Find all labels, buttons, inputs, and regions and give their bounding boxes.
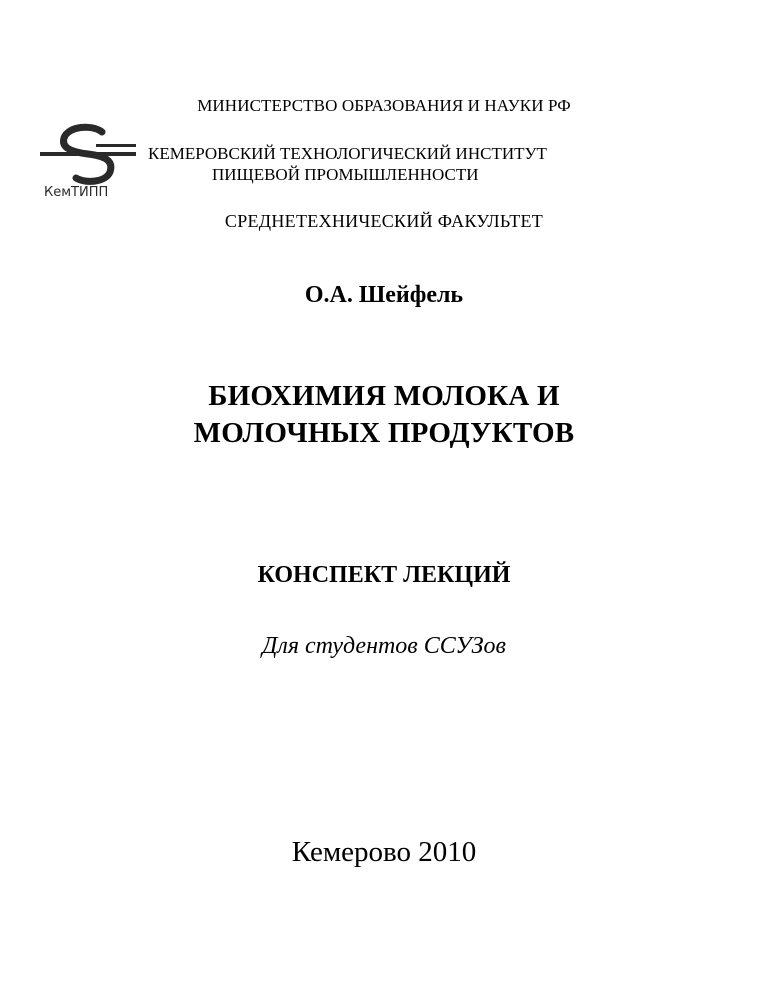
- book-title-line1: БИОХИМИЯ МОЛОКА И: [208, 380, 560, 412]
- city-year-imprint: Кемерово 2010: [291, 836, 477, 868]
- institute-name-line2: ПИЩЕВОЙ ПРОМЫШЛЕННОСТИ: [212, 165, 479, 184]
- logo-text: КемТИПП: [44, 185, 109, 200]
- book-title-line2: МОЛОЧНЫХ ПРОДУКТОВ: [193, 417, 575, 449]
- target-audience: Для студентов ССУЗов: [262, 633, 506, 659]
- ministry-name: МИНИСТЕРСТВО ОБРАЗОВАНИЯ И НАУКИ РФ: [197, 96, 571, 115]
- faculty-name: СРЕДНЕТЕХНИЧЕСКИЙ ФАКУЛЬТЕТ: [224, 211, 544, 231]
- author-name: О.А. Шейфель: [304, 282, 464, 308]
- kemtipp-logo-icon: [36, 120, 140, 200]
- institute-name-line1: КЕМЕРОВСКИЙ ТЕХНОЛОГИЧЕСКИЙ ИНСТИТУТ: [148, 144, 547, 163]
- document-type: КОНСПЕКТ ЛЕКЦИЙ: [257, 562, 511, 588]
